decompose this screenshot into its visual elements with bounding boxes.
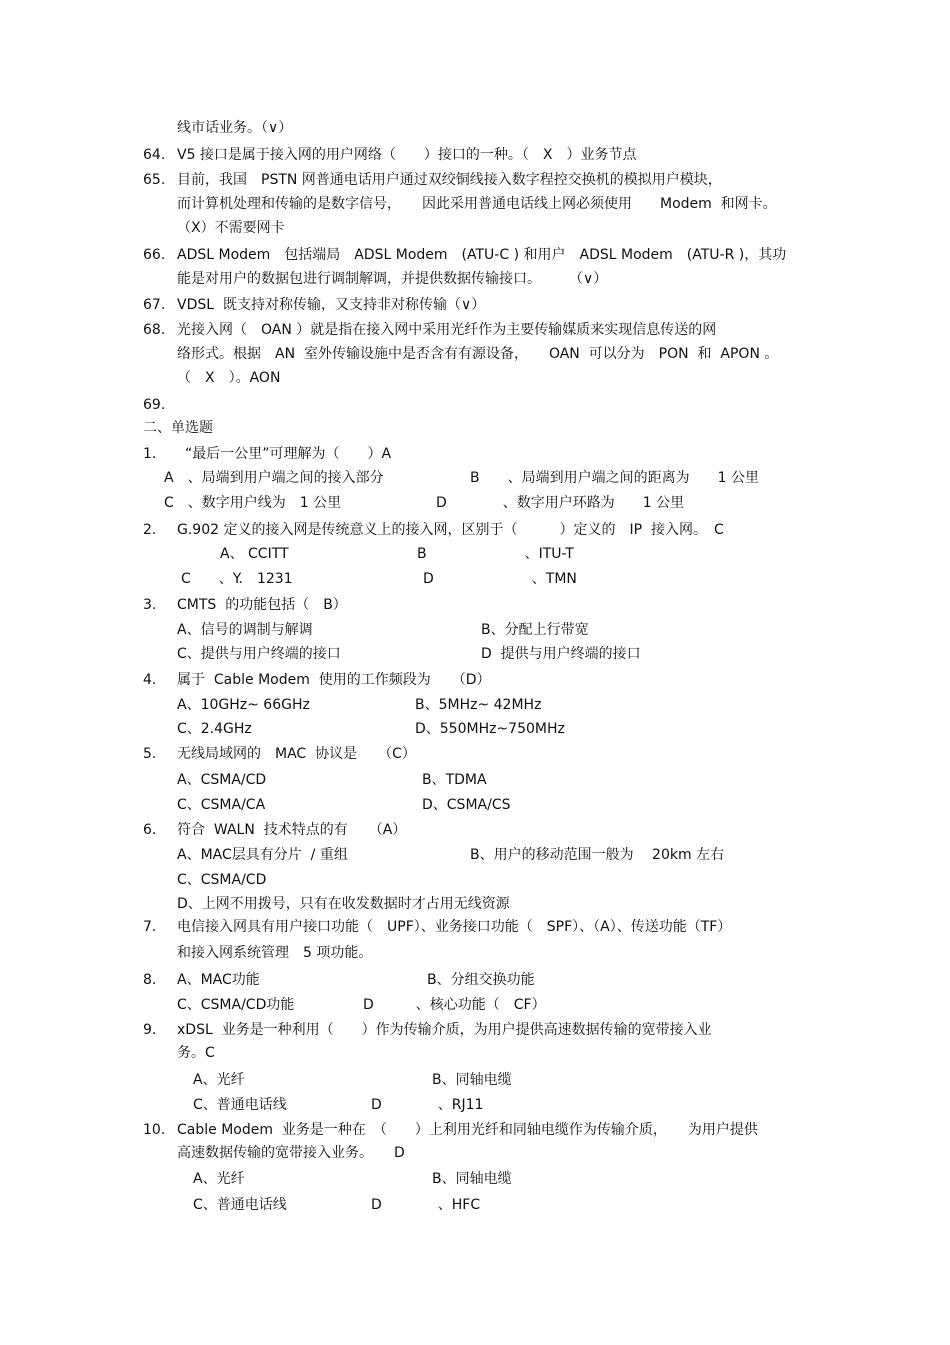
option-c: C、CSMA/CD (177, 872, 267, 888)
option-d: D 、HFC (371, 1197, 481, 1213)
option-b: B、同轴电缆 (432, 1072, 512, 1088)
option-c: C、提供与用户终端的接口 (177, 646, 341, 662)
question-text: 高速数据传输的宽带接入业务。 D (177, 1145, 405, 1161)
question-text: “最后一公里”可理解为（ ）A (185, 446, 392, 462)
option-a: A、10GHz~ 66GHz (177, 697, 310, 713)
item-number: 3. (143, 597, 157, 613)
question-text: 和接入网系统管理 5 项功能。 (177, 945, 373, 961)
item-text: 光接入网（ OAN ）就是指在接入网中采用光纤作为主要传输媒质来实现信息传送的网 (177, 322, 717, 338)
option-c: C、普通电话线 (193, 1097, 287, 1113)
continued-line: 线市话业务。（∨） (177, 120, 293, 136)
item-text: 能是对用户的数据包进行调制解调，并提供数据传输接口。 （∨） (177, 271, 608, 287)
option-c: C、CSMA/CD功能 (177, 997, 295, 1013)
option-b: B 、局端到用户端之间的距离为 1 公里 (470, 470, 759, 486)
option-a: A、信号的调制与解调 (177, 622, 313, 638)
item-number: 65. (143, 172, 166, 188)
section-heading: 二、单选题 (143, 420, 213, 436)
item-number: 64. (143, 147, 166, 163)
option-d: D 提供与用户终端的接口 (481, 646, 641, 662)
option-a: A、CSMA/CD (177, 772, 267, 788)
option-a: A、光纤 (193, 1072, 245, 1088)
item-number: 9. (143, 1022, 157, 1038)
item-number: 7. (143, 919, 157, 935)
option-b: B、TDMA (422, 772, 487, 788)
question-text: 务。C (177, 1045, 215, 1061)
item-text: ADSL Modem 包括端局 ADSL Modem (ATU-C ) 和用户 ADSL Modem (ATU-R )，其功 (177, 247, 787, 263)
question-text: 属于 Cable Modem 使用的工作频段为 （D） (177, 672, 491, 688)
option-a: A、 CCITT (220, 546, 289, 562)
option-b: B 、ITU-T (417, 546, 574, 562)
option-c: C、普通电话线 (193, 1197, 287, 1213)
option-b: B、分配上行带宽 (481, 622, 589, 638)
item-number: 66. (143, 247, 166, 263)
question-text: 电信接入网具有用户接口功能（ UPF）、业务接口功能（ SPF）、（A）、传送功能（TF） (177, 919, 732, 935)
option-b: B、分组交换功能 (427, 972, 535, 988)
item-number: 4. (143, 672, 157, 688)
item-number: 69. (143, 397, 166, 413)
option-d: D、CSMA/CS (422, 797, 511, 813)
question-text: 无线局域网的 MAC 协议是 （C） (177, 746, 416, 762)
item-text: 而计算机处理和传输的是数字信号， 因此采用普通电话线上网必须使用 Modem 和网卡。 (177, 196, 777, 212)
option-d: D 、TMN (423, 571, 577, 587)
option-a: A 、局端到用户端之间的接入部分 (164, 470, 384, 486)
item-number: 1. (143, 446, 157, 462)
question-text: CMTS 的功能包括（ B） (177, 597, 347, 613)
item-number: 10. (143, 1122, 166, 1138)
item-number: 5. (143, 746, 157, 762)
question-text: G.902 定义的接入网是传统意义上的接入网，区别于（ ）定义的 IP 接入网。 C (177, 522, 724, 538)
question-text: Cable Modem 业务是一种在 （ ）上利用光纤和同轴电缆作为传输介质， 为用户提供 (177, 1122, 758, 1138)
option-c: C 、数字用户线为 1 公里 (164, 495, 342, 511)
option-d: D、上网不用拨号，只有在收发数据时才占用无线资源 (177, 896, 510, 912)
option-a: A、MAC层具有分片 / 重组 (177, 847, 348, 863)
option-d: D 、RJ11 (371, 1097, 484, 1113)
option-a: A、光纤 (193, 1171, 245, 1187)
item-text: （X）不需要网卡 (177, 220, 285, 236)
option-c: C 、Y. 1231 (181, 571, 293, 587)
item-text: 目前，我国 PSTN 网普通电话用户通过双绞铜线接入数字程控交换机的模拟用户模块， (177, 172, 722, 188)
option-b: B、同轴电缆 (432, 1171, 512, 1187)
item-text: 络形式。根据 AN 室外传输设施中是否含有有源设备， OAN 可以分为 PON 和 APON 。 (177, 346, 779, 362)
item-number: 67. (143, 297, 166, 313)
item-number: 68. (143, 322, 166, 338)
option-d: D、550MHz~750MHz (415, 721, 565, 737)
option-b: B、用户的移动范围一般为 20km 左右 (470, 847, 725, 863)
item-number: 6. (143, 822, 157, 838)
item-text: V5 接口是属于接入网的用户网络（ ）接口的一种。（ X ）业务节点 (177, 147, 637, 163)
option-c: C、CSMA/CA (177, 797, 266, 813)
option-d: D 、数字用户环路为 1 公里 (436, 495, 685, 511)
question-text: 符合 WALN 技术特点的有 （A） (177, 822, 407, 838)
option-b: B、5MHz~ 42MHz (415, 697, 542, 713)
item-text: VDSL 既支持对称传输，又支持非对称传输（∨） (177, 297, 486, 313)
item-text: （ X ）。AON (177, 370, 281, 386)
question-text: xDSL 业务是一种利用（ ）作为传输介质，为用户提供高速数据传输的宽带接入业 (177, 1022, 712, 1038)
option-d: D 、核心功能（ CF） (363, 997, 546, 1013)
item-number: 2. (143, 522, 157, 538)
option-c: C、2.4GHz (177, 721, 252, 737)
item-number: 8. (143, 972, 157, 988)
option-a: A、MAC功能 (177, 972, 260, 988)
